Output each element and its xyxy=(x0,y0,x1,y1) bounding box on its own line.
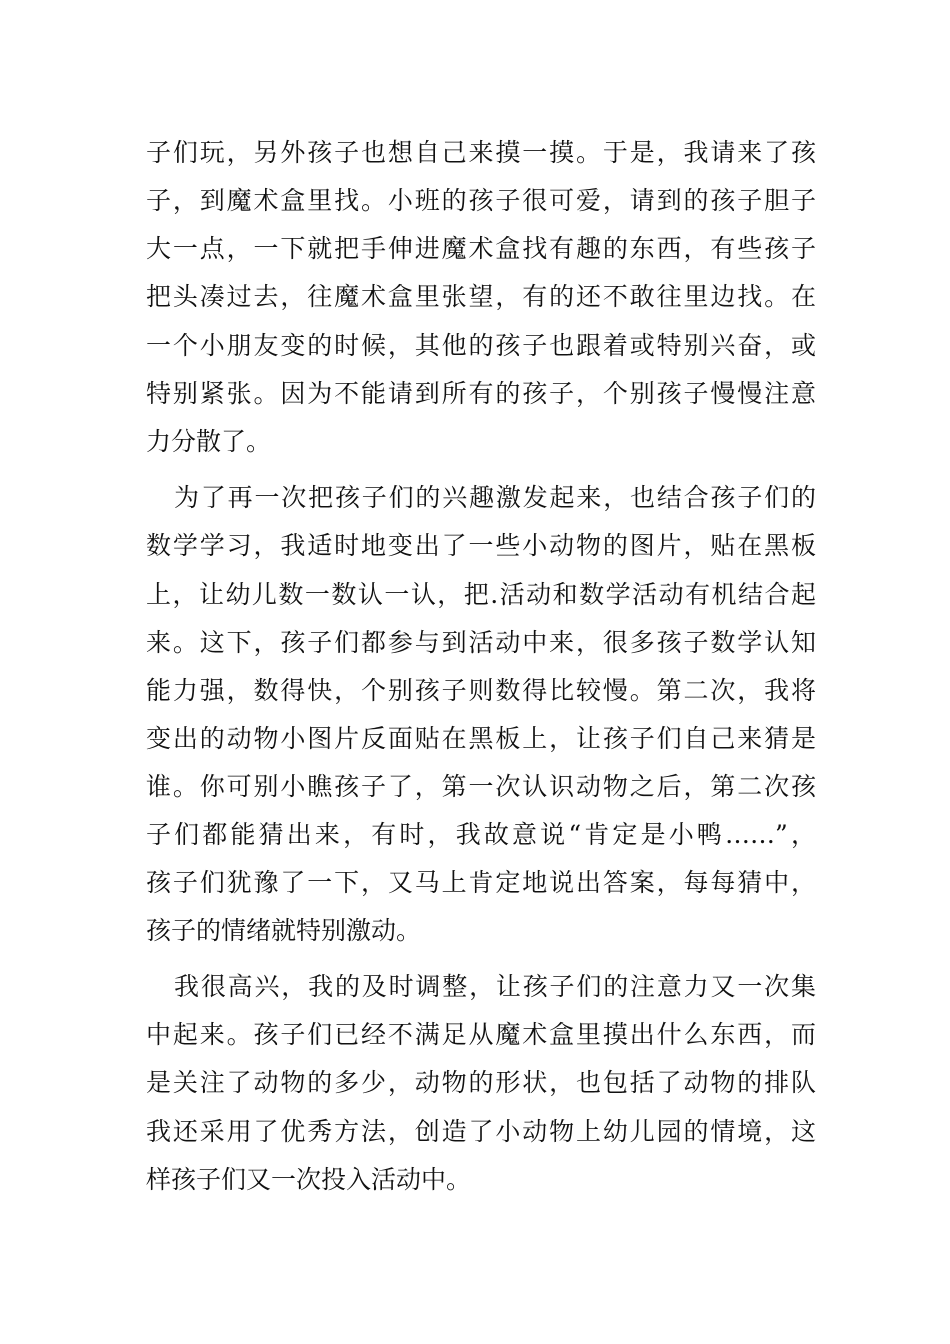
text-line: 把头凑过去，往魔术盒里张望，有的还不敢往里边找。在 xyxy=(146,282,816,311)
text-line: 子们玩，另外孩子也想自己来摸一摸。于是，我请来了孩 xyxy=(146,138,816,167)
text-line: 数学学习，我适时地变出了一些小动物的图片，贴在黑板 xyxy=(146,531,816,560)
text-line: 为了再一次把孩子们的兴趣激发起来，也结合孩子们的 xyxy=(174,483,816,512)
text-line: 孩子的情绪就特别激动。 xyxy=(146,916,422,945)
text-line: 孩子们犹豫了一下，又马上肯定地说出答案，每每猜中， xyxy=(146,868,816,897)
text-line: 是关注了动物的多少，动物的形状，也包括了动物的排队 xyxy=(146,1068,816,1097)
text-line: 上，让幼儿数一数认一认，把.活动和数学活动有机结合起 xyxy=(146,580,816,609)
text-line: 能力强，数得快，个别孩子则数得比较慢。第二次，我将 xyxy=(146,676,816,705)
text-line: 我还采用了优秀方法，创造了小动物上幼儿园的情境，这 xyxy=(146,1117,816,1146)
text-line: 来。这下，孩子们都参与到活动中来，很多孩子数学认知 xyxy=(146,628,816,657)
text-line: 大一点，一下就把手伸进魔术盒找有趣的东西，有些孩子 xyxy=(146,234,816,263)
text-line: 中起来。孩子们已经不满足从魔术盒里摸出什么东西，而 xyxy=(146,1020,816,1049)
text-line: 谁。你可别小瞧孩子了，第一次认识动物之后，第二次孩 xyxy=(146,772,816,801)
text-line: 力分散了。 xyxy=(146,427,272,456)
text-line: 一个小朋友变的时候，其他的孩子也跟着或特别兴奋，或 xyxy=(146,331,816,360)
text-line: 我很高兴，我的及时调整，让孩子们的注意力又一次集 xyxy=(174,972,816,1001)
text-line: 样孩子们又一次投入活动中。 xyxy=(146,1165,472,1194)
text-line: 特别紧张。因为不能请到所有的孩子，个别孩子慢慢注意 xyxy=(146,379,816,408)
text-line: 变出的动物小图片反面贴在黑板上，让孩子们自己来猜是 xyxy=(146,724,816,753)
text-line: 子，到魔术盒里找。小班的孩子很可爱，请到的孩子胆子 xyxy=(146,186,816,215)
text-line: 子们都能猜出来，有时，我故意说“肯定是小鸭……”， xyxy=(146,820,816,849)
